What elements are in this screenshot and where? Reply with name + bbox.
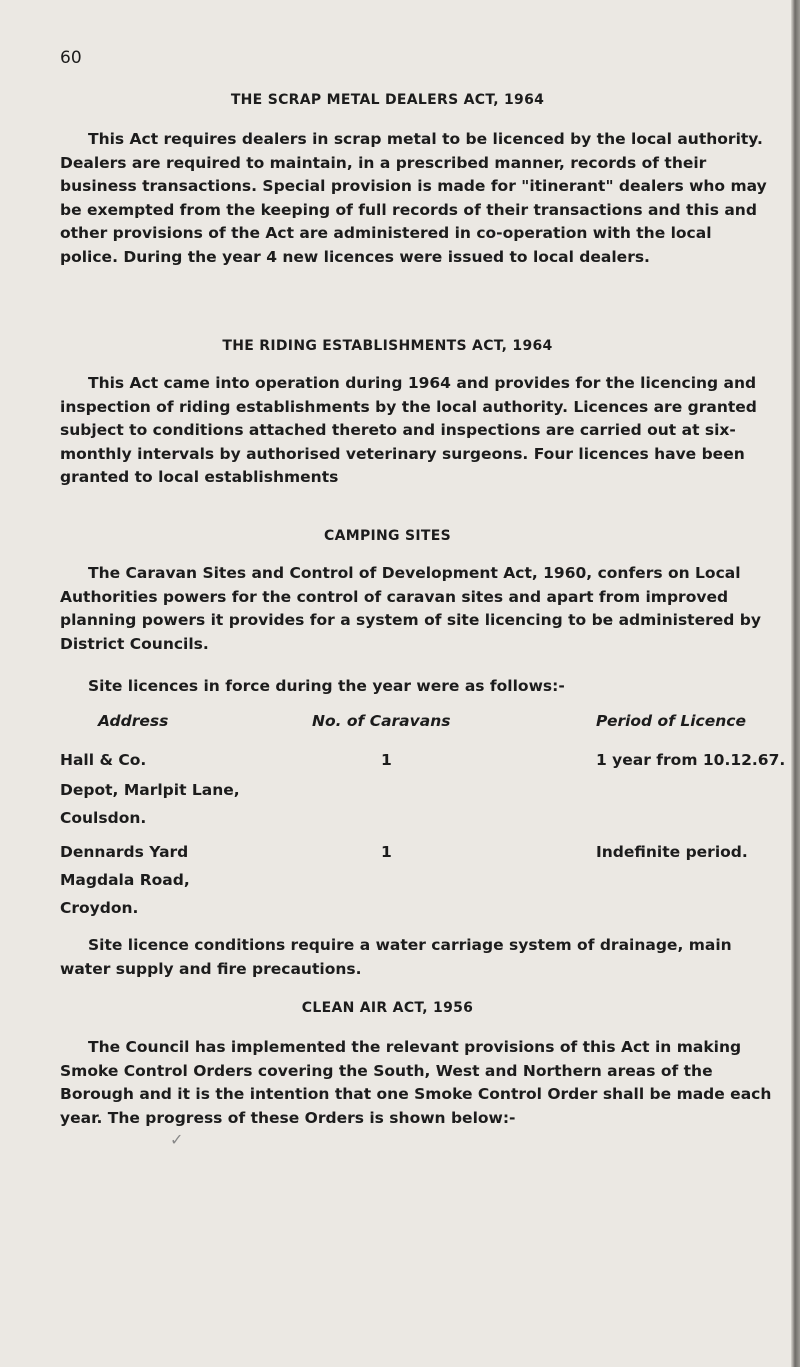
cell-address-line: Depot, Marlpit Lane,	[60, 781, 240, 799]
page-number: 60	[60, 48, 82, 68]
page-edge	[791, 0, 800, 1367]
camping-conditions: Site licence conditions require a water carriage system of drainage, main water supply and fire precautions.	[60, 936, 732, 978]
section-body-riding: This Act came into operation during 1964 and provides for the licencing and inspection of riding establishments by the local authority. Licences are granted subject to conditions attached thereto and inspections are carried out at six- monthly intervals by authorised veterinary surgeons. Four licences have been granted to local establishments	[60, 374, 757, 486]
section-body-scrap-metal: This Act requires dealers in scrap metal to be licenced by the local authority. Dealers are required to maintain, in a prescribed manner, records of their business transactions. Special provision is made for "itinerant" dealers who may be exempted from the keeping of full records of their transactions and this and other provisions of the Act are administered in co-operation with the local police. During the year 4 new licences were issued to local dealers.	[60, 130, 767, 266]
cell-caravans: 1	[381, 843, 392, 861]
section-heading-scrap-metal: THE SCRAP METAL DEALERS ACT, 1964	[230, 92, 545, 108]
column-header-address: Address	[98, 712, 169, 730]
cell-caravans: 1	[381, 751, 392, 769]
section-body-camping: The Caravan Sites and Control of Development Act, 1960, confers on Local Authorities powers for the control of caravan sites and apart from improved planning powers it provides for a system of site licencing to be administered by District Councils.	[60, 564, 761, 653]
cell-period: 1 year from 10.12.67.	[596, 751, 786, 769]
section-heading-clean-air: CLEAN AIR ACT, 1956	[301, 1000, 474, 1016]
cell-address-line: Magdala Road,	[60, 871, 190, 889]
section-body-clean-air: The Council has implemented the relevant provisions of this Act in making Smoke Control Orders covering the South, West and Northern areas of the Borough and it is the intention that one Smoke Control Order shall be made each year. The progress of these Orders is shown below:-	[60, 1038, 772, 1127]
cell-address-line: Croydon.	[60, 899, 139, 917]
cell-period: Indefinite period.	[596, 843, 748, 861]
column-header-caravans: No. of Caravans	[312, 712, 451, 730]
section-heading-riding: THE RIDING ESTABLISHMENTS ACT, 1964	[222, 338, 553, 354]
section-heading-camping: CAMPING SITES	[324, 528, 451, 544]
cell-address-line: Dennards Yard	[60, 843, 189, 861]
cell-address-line: Hall & Co.	[60, 751, 147, 769]
column-header-period: Period of Licence	[596, 712, 746, 730]
table-intro: Site licences in force during the year were as follows:-	[88, 677, 565, 695]
cell-address-line: Coulsdon.	[60, 809, 147, 827]
pencil-tick-mark: ✓	[170, 1130, 184, 1149]
